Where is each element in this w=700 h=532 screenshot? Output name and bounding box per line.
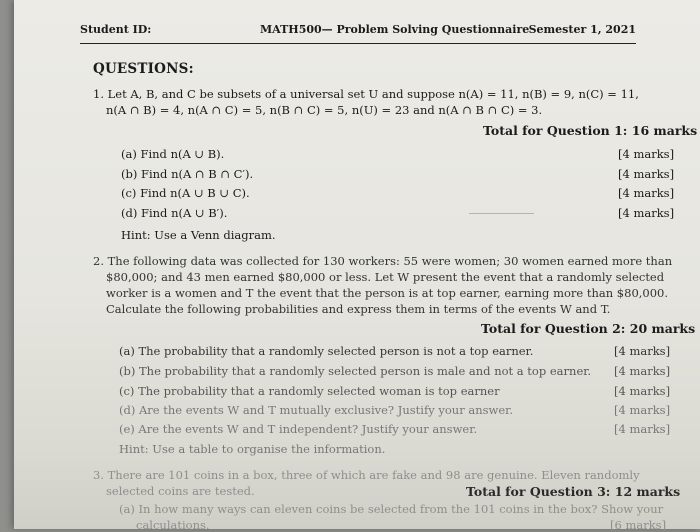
q1-part-c-marks: [4 marks] xyxy=(618,186,675,200)
q2-part-d: (d) Are the events W and T mutually exclusive? Justify your answer. xyxy=(119,403,514,417)
q2-part-e-marks: [4 marks] xyxy=(614,422,671,436)
q1-part-a: (a) Find n(A ∪ B). xyxy=(121,147,225,161)
course-title: MATH500— Problem Solving Questionnaire xyxy=(260,23,530,36)
q1-total: Total for Question 1: 16 marks xyxy=(483,123,698,138)
q2-hint: Hint: Use a table to organise the information. xyxy=(119,442,386,456)
q2-statement-line2: $80,000; and 43 men earned $80,000 or less. Let W present the event that a randomly selected xyxy=(106,270,665,284)
student-id-label: Student ID: xyxy=(80,23,152,36)
q1-hint: Hint: Use a Venn diagram. xyxy=(121,228,276,242)
q2-part-a-marks: [4 marks] xyxy=(614,344,671,358)
q2-part-e: (e) Are the events W and T independent? Justify your answer. xyxy=(119,422,478,436)
q1-statement-line1: 1. Let A, B, and C be subsets of a universal set U and suppose n(A) = 11, n(B) = 9, n(C) = 11, xyxy=(93,87,639,101)
semester-label: Semester 1, 2021 xyxy=(528,23,636,36)
q2-statement-line1: 2. The following data was collected for 130 workers: 55 were women; 30 women earned more than xyxy=(93,254,673,268)
questionnaire-page xyxy=(14,0,700,532)
q2-part-c-marks: [4 marks] xyxy=(614,384,671,398)
q2-part-d-marks: [4 marks] xyxy=(614,403,671,417)
q2-part-c: (c) The probability that a randomly selected woman is top earner xyxy=(119,384,500,398)
q3-part-a-line2: calculations. xyxy=(136,518,210,532)
q1-part-a-marks: [4 marks] xyxy=(618,147,675,161)
q2-statement-line3: worker is a women and T the event that the person is at top earner, earning more than $80,000. xyxy=(106,286,669,300)
q1-part-b: (b) Find n(A ∩ B ∩ C′). xyxy=(121,167,254,181)
q2-part-b: (b) The probability that a randomly selected person is male and not a top earner. xyxy=(119,364,592,378)
q2-statement-line4: Calculate the following probabilities and express them in terms of the events W and T. xyxy=(106,302,611,316)
q3-statement-line1: 3. There are 101 coins in a box, three of which are fake and 98 are genuine. Eleven randomly xyxy=(93,468,640,482)
q1-part-d-marks: [4 marks] xyxy=(618,206,675,220)
q1-part-d: (d) Find n(A ∪ B′). xyxy=(121,206,228,220)
q3-part-a-marks: [6 marks] xyxy=(610,518,667,532)
q1-part-b-marks: [4 marks] xyxy=(618,167,675,181)
q1-part-c: (c) Find n(A ∪ B ∪ C). xyxy=(121,186,250,200)
q3-part-a: (a) In how many ways can eleven coins be selected from the 101 coins in the box? Show your xyxy=(119,502,664,516)
questions-heading: QUESTIONS: xyxy=(93,61,194,77)
q2-total: Total for Question 2: 20 marks xyxy=(481,321,696,336)
q3-statement-line2: selected coins are tested. xyxy=(106,484,255,498)
stray-pen-mark xyxy=(469,213,534,214)
q2-part-a: (a) The probability that a randomly selected person is not a top earner. xyxy=(119,344,534,358)
q3-total: Total for Question 3: 12 marks xyxy=(466,484,681,499)
page-header xyxy=(80,17,636,44)
q1-statement-line2: n(A ∩ B) = 4, n(A ∩ C) = 5, n(B ∩ C) = 5, n(U) = 23 and n(A ∩ B ∩ C) = 3. xyxy=(106,103,543,117)
q2-part-b-marks: [4 marks] xyxy=(614,364,671,378)
